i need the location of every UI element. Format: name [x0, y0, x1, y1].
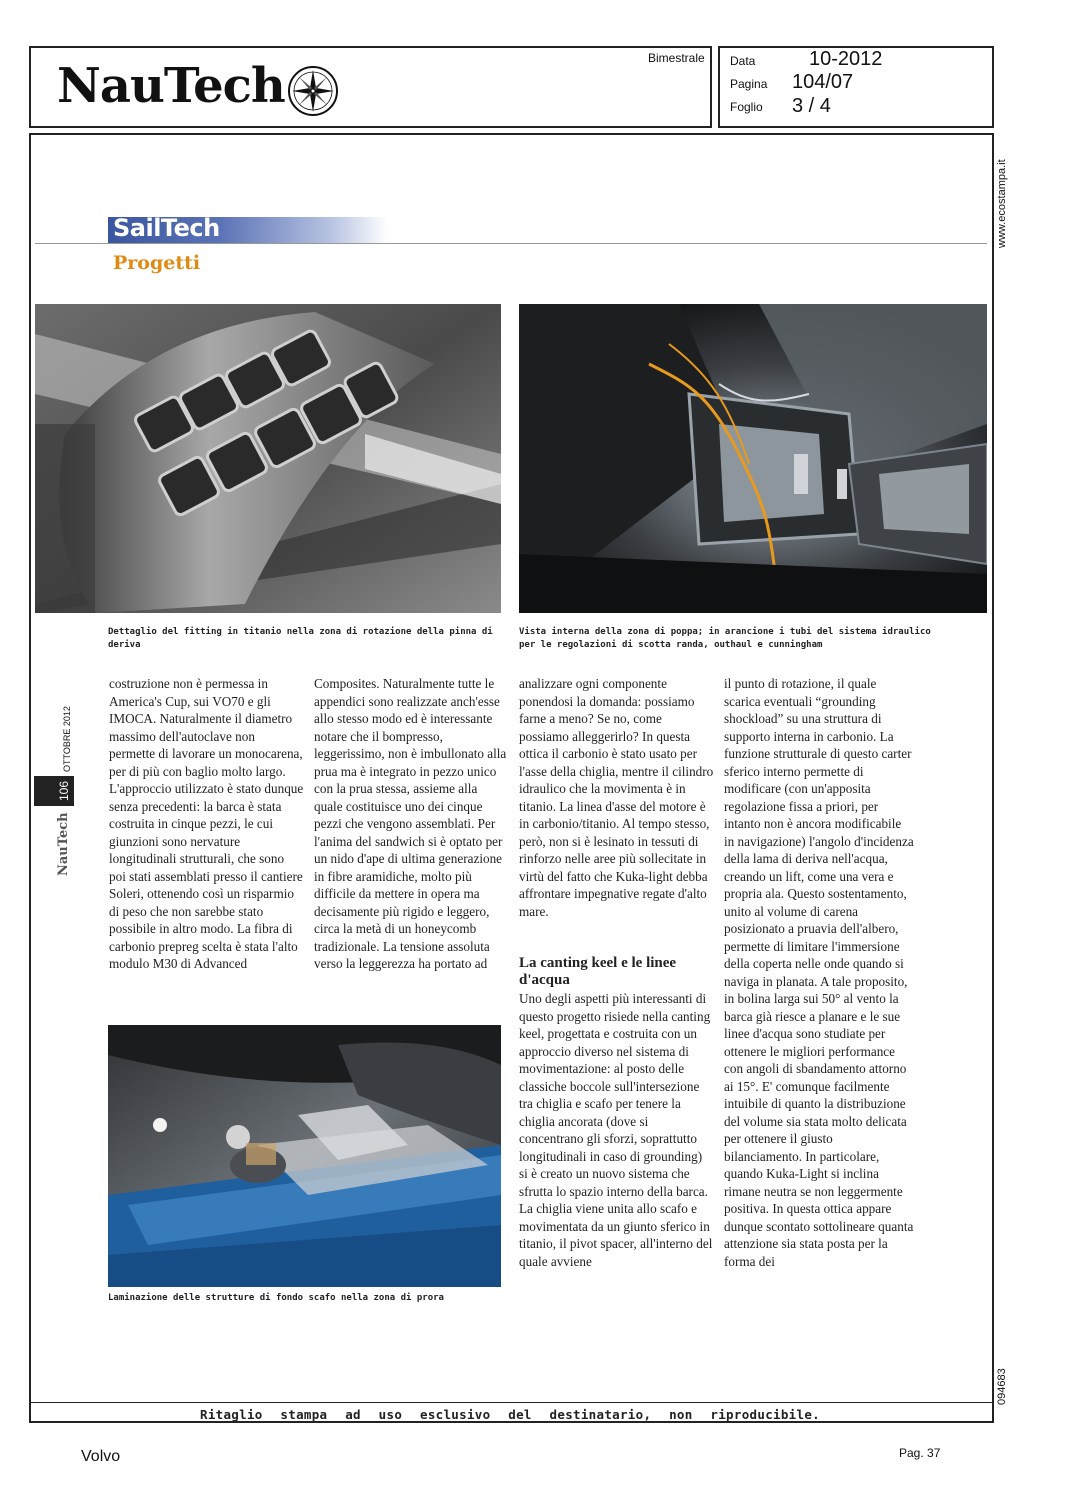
- caption-bow-lamination: Laminazione delle strutture di fondo scafo nella zona di prora: [108, 1293, 444, 1303]
- column-3-subheading: La canting keel e le linee d'acqua: [519, 955, 677, 988]
- section-title: SailTech: [113, 214, 220, 242]
- data-label: Data: [730, 54, 756, 68]
- photo-bow-lamination: [108, 1025, 501, 1287]
- magazine-page-number: 106: [57, 780, 71, 801]
- footer-divider: [29, 1402, 994, 1403]
- section-subtitle: Progetti: [113, 252, 201, 274]
- document-page-number: Pag. 37: [899, 1446, 941, 1460]
- ecostampa-url: www.ecostampa.it: [996, 159, 1008, 248]
- text-column-1: [109, 675, 304, 973]
- nautech-logo: NauTech: [57, 58, 285, 114]
- foglio-value: 3 / 4: [792, 95, 831, 117]
- foglio-label: Foglio: [730, 100, 763, 114]
- caption-stern-line2: per le regolazioni di scotta randa, outhaul e cunningham: [519, 640, 823, 650]
- caption-stern-line1: Vista interna della zona di poppa; in arancione i tubi del sistema idraulico: [519, 627, 931, 637]
- data-value: 10-2012: [809, 48, 883, 70]
- section-divider: [35, 243, 987, 244]
- text-column-4: [724, 675, 914, 1270]
- photo-stern-interior: [519, 304, 987, 613]
- pagina-value: 104/07: [792, 71, 854, 93]
- column-4-text: il punto di rotazione, il quale scarica eventuali “grounding shockload” su una struttura di supporto interna in carbonio. La funzione strutturale di questo carter sferico interno permette di modificare (con un'apposita regolazione fissa a priori, per intanto non è ancora modificabile in navigazione) l'angolo d'incidenza della lama di deriva nell'acqua, creando un lift, come una vera e propria ala. Questo sostentamento, unito al volume di carena posizionato a pruavia dell'albero, permette di limitare l'immersione della coperta nelle onde quando si naviga in planata. A tale proposito, in bolina larga sui 50° al vento la barca già riesce a planare e le sue linee d'acqua sono studiate per ottenere le migliori performance con angoli di sbandamento attorno ai 15°. E' comunque facilmente intuibile di quanto la distribuzione del volume sia stata molto delicata per ottenere il giusto bilanciamento. In particolare, quando Kuka-Light si inclina rimane neutra se non leggermente positiva. In questa ottica appare dunque scontato sottolineare quanta attenzione sia stata posta per la forma dei: [724, 676, 914, 1269]
- pagina-label: Pagina: [730, 77, 768, 91]
- client-name: Volvo: [81, 1448, 121, 1465]
- column-1-text: costruzione non è permessa in America's Cup, sui VO70 e gli IMOCA. Naturalmente il diametro massimo dell'autoclave non permette di lavorare un monocarena, per di più con baglio molto largo. L'approccio utilizzato è stato dunque senza precedenti: la barca è stata costruita in cinque pezzi, le cui giunzioni sono nervature longitudinali strutturali, che sono poi stati assemblati presso il cantiere Soleri, ottenendo così un risparmio di peso che non sarebbe stato possibile in altro modo. La fibra di carbonio prepreg scelta è stata l'alto modulo M30 di Advanced: [109, 676, 304, 971]
- caption-titanium-fitting: Dettaglio del fitting in titanio nella zona di rotazione della pinna di deriva: [108, 627, 493, 650]
- compass-rose-icon: [286, 64, 340, 123]
- side-url-container: [996, 159, 1069, 260]
- text-column-3a: [519, 675, 714, 920]
- text-column-3b: [519, 990, 714, 1270]
- clipping-notice: Ritaglio stampa ad uso esclusivo del destinatario, non riproducibile.: [200, 1407, 820, 1422]
- issue-date: OTTOBRE 2012: [62, 706, 72, 772]
- side-code-container: [996, 1368, 1033, 1417]
- frequency-label: Bimestrale: [648, 51, 705, 65]
- column-3a-text: analizzare ogni componente ponendosi la domanda: possiamo farne a meno? Se no, come possiamo alleggerirlo? In questa ottica il carbonio è stato usato per l'asse della chiglia, mentre il cilindro idraulico che la movimenta è in titanio. La linea d'asse del motore è in carbonio/titanio. Al tempo stesso, però, non si è lesinato in tessuti di rinforzo nelle aree più sollecitate in virtù del fatto che Kuka-light debba affrontare impegnative regate d'alto mare.: [519, 676, 714, 919]
- text-column-2: [314, 675, 509, 973]
- column-3b-text: Uno degli aspetti più interessanti di questo progetto risiede nella canting keel, progettata e costruita con un approccio diverso nel sistema di movimentazione: al posto delle classiche boccole sull'intersezione tra chiglia e scafo per tenere la chiglia ancorata (dove si concentrano gli sforzi, soprattutto longitudinali in caso di grounding) si è creato un nuovo sistema che sfrutta lo spazio interno della barca. La chiglia viene unita allo scafo e movimentata da un giunto sferico in titanio, il pivot spacer, all'interno del quale avviene: [519, 991, 713, 1269]
- clipping-code: 094683: [996, 1368, 1008, 1405]
- gutter-brand: NauTech: [56, 812, 71, 876]
- photo-titanium-fitting: [35, 304, 501, 613]
- column-2-text: Composites. Naturalmente tutte le appendici sono realizzate anch'esse allo stesso modo ed è interessante notare che il bompresso, leggerissimo, non è imbullonato alla prua ma è integrato in pezzo unico con la prua stessa, assieme alla quale costituisce uno dei cinque pezzi che vengono assemblati. Per l'anima del sandwich si è optato per un nido d'ape di ultima generazione in fibre aramidiche, molto più difficile da mettere in opera ma decisamente più rigido e leggero, circa la metà di un honeycomb tradizionale. La tensione assoluta verso la leggerezza ha portato ad: [314, 676, 507, 971]
